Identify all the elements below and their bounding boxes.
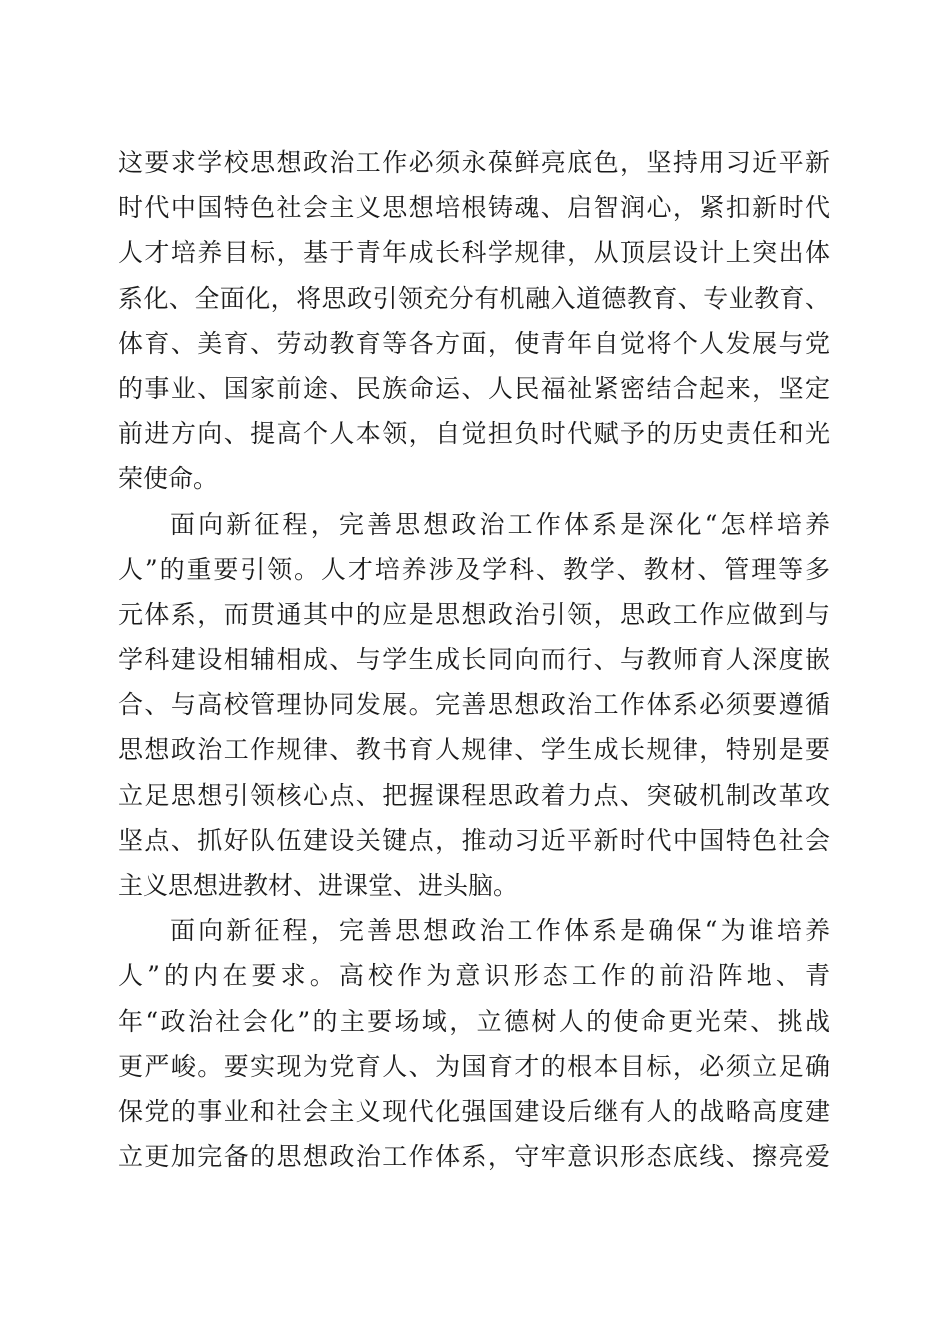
paragraph-3-line-1: 面向新征程，完善思想政治工作体系是确保“为谁培养	[170, 916, 830, 946]
paragraph-2-line-5: 合、与高校管理协同发展。完善思想政治工作体系必须要遵循	[118, 690, 830, 720]
paragraph-1-line-1: 这要求学校思想政治工作必须永葆鲜亮底色，坚持用习近平新	[118, 148, 830, 177]
paragraph-3-line-3: 年“政治社会化”的主要场域，立德树人的使命更光荣、挑战	[118, 1006, 830, 1036]
paragraph-1-line-2: 时代中国特色社会主义思想培根铸魂、启智润心，紧扣新时代	[118, 193, 830, 223]
paragraph-3-line-4: 更严峻。要实现为党育人、为国育才的根本目标，必须立足确	[118, 1051, 830, 1081]
paragraph-2-line-4: 学科建设相辅相成、与学生成长同向而行、与教师育人深度嵌	[118, 645, 830, 675]
paragraph-2-line-9: 主义思想进教材、进课堂、进头脑。	[118, 871, 519, 900]
paragraph-2-line-6: 思想政治工作规律、教书育人规律、学生成长规律，特别是要	[118, 735, 830, 765]
paragraph-3-line-2: 人”的内在要求。高校作为意识形态工作的前沿阵地、青	[118, 961, 830, 991]
paragraph-1-line-5: 体育、美育、劳动教育等各方面，使青年自觉将个人发展与党	[118, 328, 830, 358]
document-body	[118, 140, 830, 1179]
paragraph-2-line-3: 元体系，而贯通其中的应是思想政治引领，思政工作应做到与	[118, 599, 830, 629]
paragraph-1-line-7: 前进方向、提高个人本领，自觉担负时代赋予的历史责任和光	[118, 419, 830, 449]
paragraph-3-line-6: 立更加完备的思想政治工作体系，守牢意识形态底线、擦亮爱	[118, 1142, 830, 1172]
paragraph-1-line-6: 的事业、国家前途、民族命运、人民福祉紧密结合起来，坚定	[118, 373, 830, 403]
paragraph-2-line-7: 立足思想引领核心点、把握课程思政着力点、突破机制改革攻	[118, 780, 830, 810]
paragraph-1-line-8: 荣使命。	[118, 464, 219, 494]
paragraph-2-line-2: 人”的重要引领。人才培养涉及学科、教学、教材、管理等多	[118, 554, 830, 584]
paragraph-1-line-3: 人才培养目标，基于青年成长科学规律，从顶层设计上突出体	[118, 238, 830, 268]
paragraph-3-line-5: 保党的事业和社会主义现代化强国建设后继有人的战略高度建	[118, 1096, 830, 1126]
paragraph-2-line-1: 面向新征程，完善思想政治工作体系是深化“怎样培养	[170, 509, 830, 539]
paragraph-2-line-8: 坚点、抓好队伍建设关键点，推动习近平新时代中国特色社会	[118, 825, 830, 855]
paragraph-1-line-4: 系化、全面化，将思政引领充分有机融入道德教育、专业教育、	[118, 283, 830, 313]
